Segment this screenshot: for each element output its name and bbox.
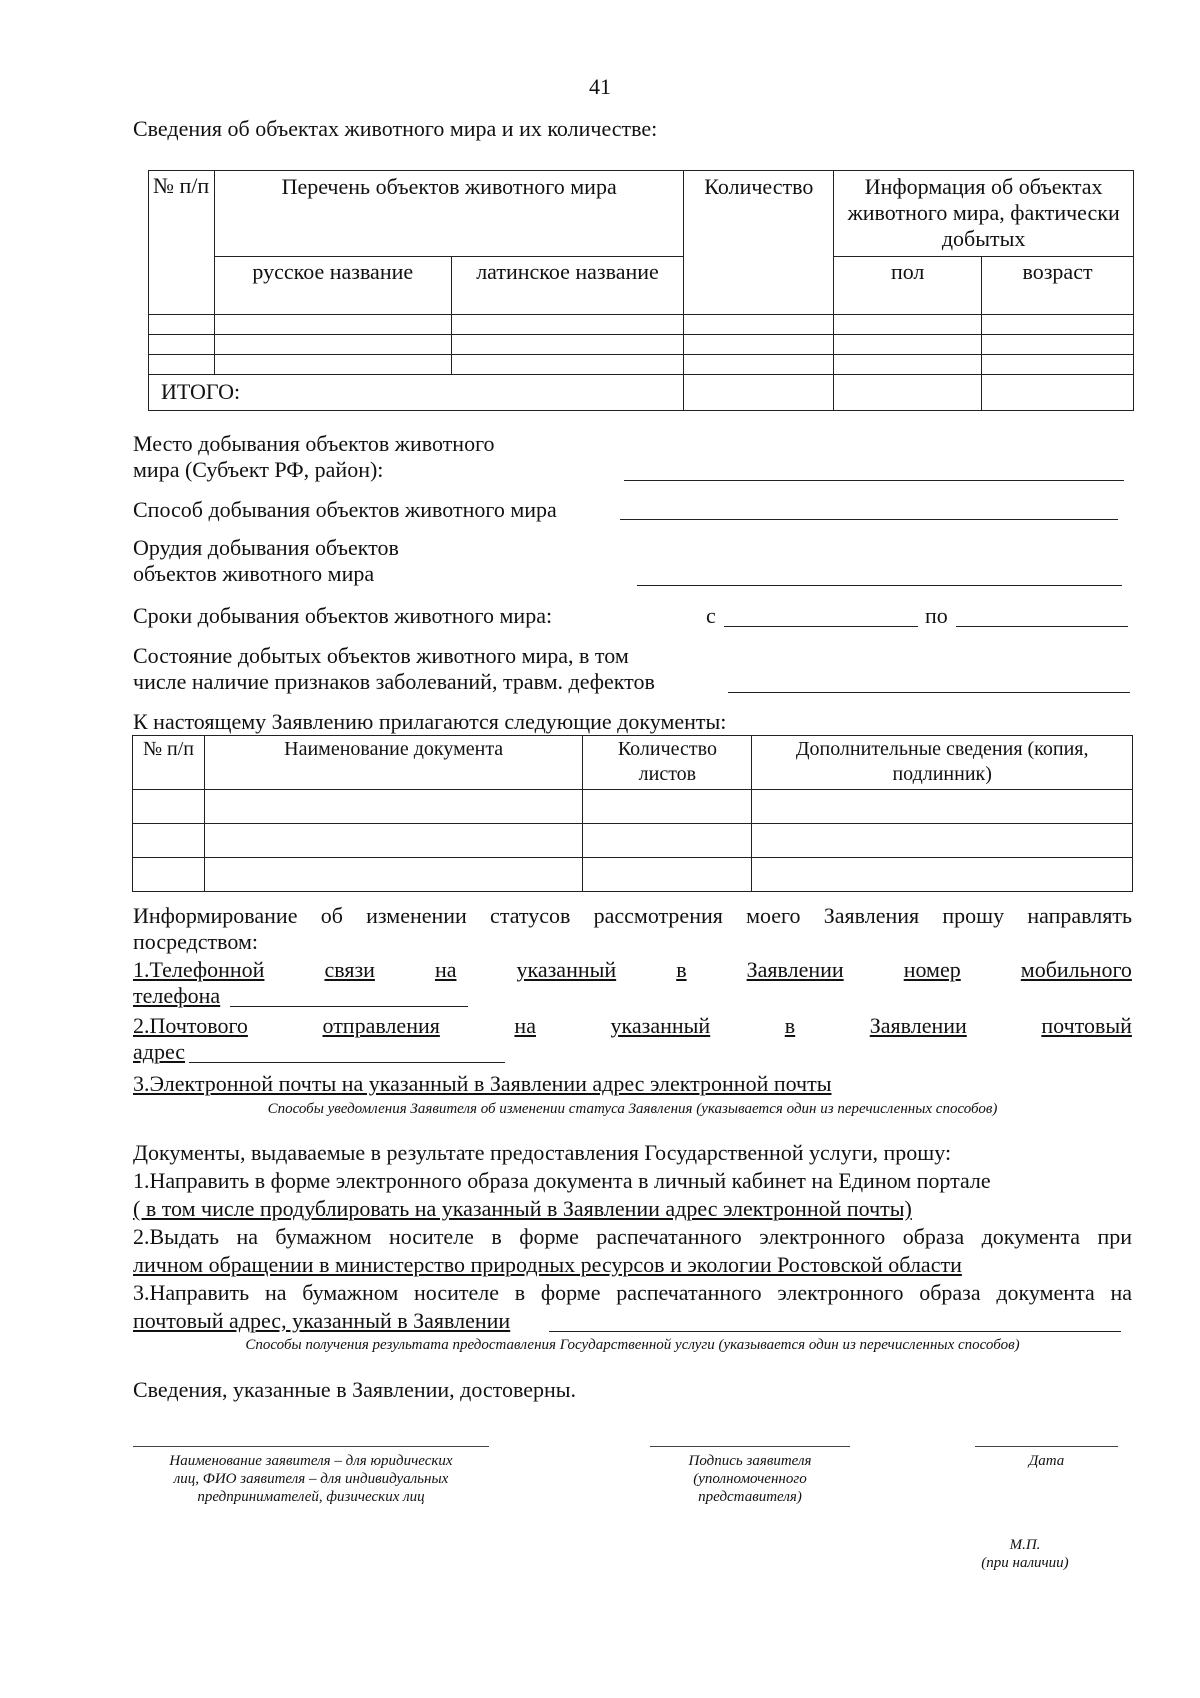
col-list-header: Перечень объектов животного мира: [214, 171, 683, 257]
applicant-name-caption: Наименование заявителя – для юридических лиц, ФИО заявителя – для индивидуальных предпринимателей, физических лиц: [169, 1453, 453, 1505]
cell[interactable]: [204, 790, 583, 824]
sub-ru-header: русское название: [214, 257, 451, 315]
tools-label-1: Орудия добывания объектов: [133, 535, 399, 560]
table-row: [133, 790, 1133, 824]
phone-option-word: связи: [324, 957, 375, 982]
terms-to-label: по: [925, 603, 948, 628]
table-row: [149, 355, 1134, 375]
cell[interactable]: [834, 335, 982, 355]
result-option-1-note: ( в том числе продублировать на указанный в Заявлении адрес электронной почты): [133, 1196, 912, 1221]
col-qty-header: Количество: [684, 171, 834, 315]
tools-field[interactable]: [637, 585, 1122, 586]
phone-option-word: в: [676, 957, 687, 982]
animals-table: [148, 170, 1134, 411]
cell[interactable]: [133, 790, 205, 824]
state-label-1: Состояние добытых объектов животного мира, в том: [133, 643, 629, 668]
cell[interactable]: [133, 824, 205, 858]
phone-option-word: 1.Телефонной: [133, 957, 265, 982]
docs-col-name: Наименование документа: [204, 736, 583, 790]
cell[interactable]: [834, 355, 982, 375]
result-option-2[interactable]: 2.Выдать на бумажном носителе в форме распечатанного электронного образа документа при: [133, 1224, 1132, 1249]
animals-heading: Сведения об объектах животного мира и их количестве:: [133, 116, 658, 141]
signature-caption: Подпись заявителя (уполномоченного представителя): [688, 1453, 812, 1505]
cell[interactable]: [982, 315, 1134, 335]
result-option-2-note: личном обращении в министерство природных ресурсов и экологии Ростовской области: [133, 1252, 962, 1277]
cell[interactable]: [583, 858, 752, 892]
notify-intro: Информирование об изменении статусов рассмотрения моего Заявления прошу направлять: [133, 903, 1132, 928]
notify-option-phone[interactable]: [133, 957, 1132, 983]
cell[interactable]: [752, 824, 1133, 858]
terms-to-field[interactable]: [956, 626, 1128, 627]
page-number: 41: [589, 74, 611, 99]
method-label: Способ добывания объектов животного мира: [133, 497, 557, 522]
cell[interactable]: [451, 335, 684, 355]
cell[interactable]: [834, 315, 982, 335]
confirm-text: Сведения, указанные в Заявлении, достоверны.: [133, 1377, 577, 1402]
cell[interactable]: [982, 355, 1134, 375]
cell[interactable]: [752, 858, 1133, 892]
post-address-field[interactable]: [189, 1062, 505, 1063]
terms-label: Сроки добывания объектов животного мира:: [133, 603, 553, 628]
cell[interactable]: [214, 355, 451, 375]
cell[interactable]: [204, 858, 583, 892]
notify-intro-2: посредством:: [133, 929, 258, 954]
table-row: [133, 858, 1133, 892]
post-option-word: отправления: [322, 1013, 440, 1038]
table-row: [149, 315, 1134, 335]
phone-option-word: Заявлении: [746, 957, 844, 982]
post-option-word: в: [784, 1013, 796, 1038]
total-age-cell[interactable]: [982, 375, 1134, 411]
phone-field[interactable]: [230, 1006, 468, 1007]
cell[interactable]: [583, 824, 752, 858]
result-intro: Документы, выдаваемые в результате предоставления Государственной услуги, прошу:: [133, 1140, 952, 1165]
cell[interactable]: [684, 315, 834, 335]
tools-label-2: объектов животного мира: [133, 561, 375, 586]
cell[interactable]: [684, 335, 834, 355]
docs-col-sheets: Количество листов: [583, 736, 752, 790]
post-option-word: указанный: [610, 1013, 711, 1038]
terms-from-label: с: [706, 603, 716, 628]
total-sex-cell[interactable]: [834, 375, 982, 411]
result-option-1[interactable]: 1.Направить в форме электронного образа документа в личный кабинет на Едином портале: [133, 1168, 991, 1193]
docs-col-num: № п/п: [133, 736, 205, 790]
sub-lat-header: латинское название: [451, 257, 684, 315]
total-label: ИТОГО:: [149, 375, 684, 411]
docs-table: [132, 735, 1133, 892]
place-label-2: мира (Субъект РФ, район):: [133, 457, 384, 482]
notify-option-post[interactable]: [133, 1013, 1132, 1039]
cell[interactable]: [133, 858, 205, 892]
sub-sex-header: пол: [834, 257, 982, 315]
post-option-word: 2.Почтового: [133, 1013, 248, 1038]
cell[interactable]: [752, 790, 1133, 824]
cell[interactable]: [451, 355, 684, 375]
docs-col-extra: Дополнительные сведения (копия, подлинник): [752, 736, 1133, 790]
cell[interactable]: [214, 335, 451, 355]
cell[interactable]: [982, 335, 1134, 355]
result-option-3-note: почтовый адрес, указанный в Заявлении: [133, 1308, 511, 1333]
sub-age-header: возраст: [982, 257, 1134, 315]
table-row: [133, 824, 1133, 858]
place-label-1: Место добывания объектов животного: [133, 431, 495, 456]
notify-phone-label: телефона: [133, 983, 221, 1008]
state-label-2: числе наличие признаков заболеваний, травм. дефектов: [133, 669, 655, 694]
notify-caption: Способы уведомления Заявителя об изменении статуса Заявления (указывается один из перечисленных способов): [267, 1101, 998, 1117]
place-field[interactable]: [624, 480, 1124, 481]
post-option-word: почтовый: [1041, 1013, 1132, 1038]
cell[interactable]: [214, 315, 451, 335]
cell[interactable]: [204, 824, 583, 858]
phone-option-word: номер: [903, 957, 961, 982]
cell[interactable]: [583, 790, 752, 824]
date-line[interactable]: [975, 1446, 1118, 1447]
stamp-caption: М.П. (при наличии): [981, 1537, 1069, 1571]
post-option-word: Заявлении: [869, 1013, 967, 1038]
terms-from-field[interactable]: [724, 626, 918, 627]
result-caption: Способы получения результата предоставления Государственной услуги (указывается один из перечисленных способов): [245, 1337, 1020, 1353]
date-caption: Дата: [1028, 1453, 1065, 1469]
notify-post-label: адрес: [133, 1039, 186, 1064]
phone-option-word: указанный: [516, 957, 617, 982]
applicant-name-line[interactable]: [133, 1446, 489, 1447]
notify-option-email[interactable]: 3.Электронной почты на указанный в Заявлении адрес электронной почты: [133, 1071, 832, 1096]
phone-option-word: мобильного: [1020, 957, 1132, 982]
result-post-address-field[interactable]: [549, 1331, 1121, 1332]
cell[interactable]: [451, 315, 684, 335]
cell[interactable]: [684, 355, 834, 375]
phone-option-word: на: [434, 957, 457, 982]
col-num-header: № п/п: [149, 171, 215, 315]
table-row: [149, 335, 1134, 355]
cell[interactable]: [149, 355, 215, 375]
total-qty-cell[interactable]: [684, 375, 834, 411]
method-field[interactable]: [620, 519, 1118, 520]
state-field[interactable]: [728, 692, 1130, 693]
result-option-3[interactable]: 3.Направить на бумажном носителе в форме распечатанного электронного образа документа на: [133, 1280, 1132, 1305]
cell[interactable]: [149, 315, 215, 335]
post-option-word: на: [514, 1013, 536, 1038]
cell[interactable]: [149, 335, 215, 355]
col-info-header: Информация об объектах животного мира, фактически добытых: [834, 171, 1134, 257]
signature-line[interactable]: [650, 1446, 850, 1447]
docs-heading: К настоящему Заявлению прилагаются следующие документы:: [133, 709, 727, 734]
